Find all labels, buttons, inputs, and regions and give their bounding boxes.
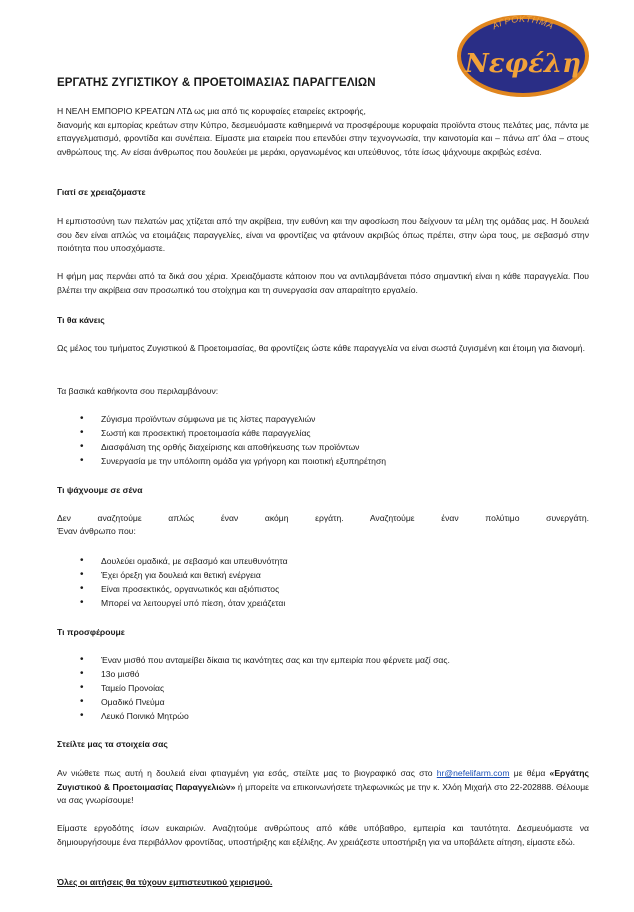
confidentiality-note: Όλες οι αιτήσεις θα τύχουν εμπιστευτικού χειρισμού. bbox=[57, 877, 273, 887]
list-item: • Ζύγισμα προϊόντων σύμφωνα με τις λίστες παραγγελιών bbox=[57, 412, 589, 426]
list-item: • Διασφάλιση της ορθής διαχείρισης και αποθήκευσης των προϊόντων bbox=[57, 440, 589, 454]
offer-list bbox=[57, 653, 589, 723]
page-title: ΕΡΓΑΤΗΣ ΖΥΓΙΣΤΙΚΟΥ & ΠΡΟΕΤΟΙΜΑΣΙΑΣ ΠΑΡΑΓΓΕΛΙΩΝ bbox=[57, 77, 376, 89]
email-link[interactable]: hr@nefelifarm.com bbox=[436, 768, 510, 778]
intro-rest: διανομής και εμπορίας κρεάτων στην Κύπρο, δεσμευόμαστε καθημερινά να προσφέρουμε κορυφαία προϊόντα στους πελάτες μας, πάντα με επαγγελματισμό, φροντίδα και συνέπεια. Είμαστε μια εταιρεία που επενδύει στην τεχνογνωσία, την καινοτομία και – πάνω απ' όλα – στους ανθρώπους της. Αν είσαι άνθρωπος που δουλεύει με μεράκι, οργανωμένος και υπεύθυνος, τότε ίσως ψάχνουμε ακριβώς εσένα. bbox=[57, 119, 589, 157]
why-paragraph-2: Η φήμη μας περνάει από τα δικά σου χέρια. Χρειαζόμαστε κάποιον που να αντιλαμβάνεται πόσο σημαντική είναι η κάθε παραγγελία. Που βλέπει την ακρίβεια σαν προσωπικό του στοίχημα και τη συνεργασία σαν απαραίτητο εργαλείο. bbox=[57, 271, 589, 295]
list-item: • Έχει όρεξη για δουλειά και θετική ενέργεια bbox=[57, 568, 589, 582]
list-item: • Συνεργασία με την υπόλοιπη ομάδα για γρήγορη και ποιοτική εξυπηρέτηση bbox=[57, 454, 589, 468]
list-item: • Ταμείο Προνοίας bbox=[57, 681, 589, 695]
equal-opportunity-paragraph: Είμαστε εργοδότης ίσων ευκαιριών. Αναζητούμε ανθρώπους από κάθε υπόβαθρο, εμπειρία και ταυτότητα. Δεσμευόμαστε να δημιουργήσουμε ένα περιβάλλον φροντίδας, υποστήριξης και εξέλιξης. Αν χρειάζεστε υποστήριξη για να υποβάλετε αίτηση, είμαστε εδώ. bbox=[57, 823, 589, 847]
list-item: • Δουλεύει ομαδικά, με σεβασμό και υπευθυνότητα bbox=[57, 554, 589, 568]
apply-text-mid: με θέμα bbox=[509, 768, 550, 778]
apply-text-post: ή μπορείτε να επικοινωνήσετε τηλεφωνικώς με την κ. Χλόη Μιχαήλ στο 22-202888. Θέλουμε να σας γνωρίσουμε! bbox=[57, 781, 589, 805]
seek-lead-line-1: Δεν αναζητούμε απλώς έναν ακόμη εργάτη. Αναζητούμε έναν πολύτιμο συνεργάτη. bbox=[57, 513, 589, 523]
apply-subject: «Εργάτης Ζυγιστικού & Προετοιμασίας Παραγγελιών» bbox=[57, 768, 589, 792]
list-item: • Σωστή και προσεκτική προετοιμασία κάθε παραγγελίας bbox=[57, 426, 589, 440]
apply-text-pre: Αν νιώθετε πως αυτή η δουλειά είναι φτιαγμένη για εσάς, στείλτε μας το βιογραφικό σας στο bbox=[57, 768, 437, 778]
apply-paragraph bbox=[57, 767, 589, 808]
list-item: • Ομαδικό Πνεύμα bbox=[57, 695, 589, 709]
list-item: • Έναν μισθό που ανταμείβει δίκαια τις ικανότητες σας και την εμπειρία που φέρνετε μαζί σας. bbox=[57, 653, 589, 667]
list-item: • Είναι προσεκτικός, οργανωτικός και αξιόπιστος bbox=[57, 582, 589, 596]
logo-brand: Νεφέλη bbox=[464, 49, 582, 79]
tasks-lead: Τα βασικά καθήκοντα σου περιλαμβάνουν: bbox=[57, 386, 219, 396]
list-item: • Λευκό Ποινικό Μητρώο bbox=[57, 709, 589, 723]
logo-top-text: ΑΓΡΟΚΤΗΜΑ bbox=[490, 13, 556, 32]
intro-line-1: Η ΝΕΛΗ ΕΜΠΟΡΙΟ ΚΡΕΑΤΩΝ ΛΤΔ ως μια από τις κορυφαίες εταιρείες εκτροφής, bbox=[57, 106, 366, 116]
list-item: • 13ο μισθό bbox=[57, 667, 589, 681]
tasks-paragraph: Ως μέλος του τμήματος Ζυγιστικού & Προετοιμασίας, θα φροντίζεις ώστε κάθε παραγγελία να είναι σωστά ζυγισμένη και έτοιμη για διανομή. bbox=[57, 343, 585, 353]
heading-seek: Τι ψάχνουμε σε σένα bbox=[57, 485, 143, 495]
intro-paragraph bbox=[57, 105, 589, 159]
seek-list bbox=[57, 554, 589, 610]
heading-offer: Τι προσφέρουμε bbox=[57, 627, 125, 637]
heading-why: Γιατί σε χρειαζόμαστε bbox=[57, 187, 146, 197]
seek-lead-line-2: Έναν άνθρωπο που: bbox=[57, 526, 136, 536]
why-paragraph-1: Η εμπιστοσύνη των πελατών μας χτίζεται από την ακρίβεια, την ευθύνη και την αφοσίωση που δείχνουν τα μέλη της ομάδας μας. Η δουλειά σου δεν είναι απλώς να ετοιμάζεις παραγγελίες, είναι να φροντίζεις να φτάνουν ακριβώς όπως πρέπει, στην ώρα τους, με σεβασμό στην ποιότητα που υποσχόμαστε. bbox=[57, 216, 589, 253]
heading-apply: Στείλτε μας τα στοιχεία σας bbox=[57, 739, 168, 749]
tasks-list bbox=[57, 412, 589, 468]
heading-tasks: Τι θα κάνεις bbox=[57, 315, 105, 325]
list-item: • Μπορεί να λειτουργεί υπό πίεση, όταν χρειάζεται bbox=[57, 596, 589, 610]
